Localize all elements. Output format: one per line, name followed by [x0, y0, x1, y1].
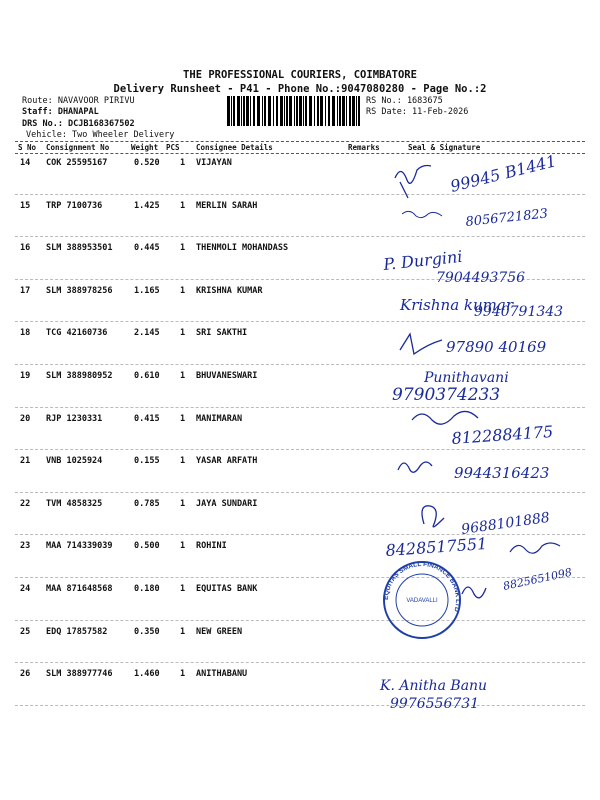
row-sno: 24 [20, 584, 31, 594]
row-sno: 21 [20, 456, 31, 467]
signature-row-19 [392, 370, 509, 405]
row-pcs: 1 [180, 669, 186, 680]
rs-number: RS No.: 1683675 [366, 96, 443, 106]
row-consignment-no: TRP 7100736 [46, 200, 103, 211]
row-consignment-no: RJP 1230331 [46, 413, 103, 424]
row-weight: 0.520 [134, 158, 160, 168]
row-consignee: KRISHNA KUMAR [196, 285, 263, 296]
signature-row-24 [462, 566, 573, 598]
row-consignee: EQUITAS BANK [196, 584, 258, 594]
phone-r17: 9940791343 [474, 304, 564, 320]
row-consignee: SRI SAKTHI [196, 328, 248, 339]
row-pcs: 1 [180, 413, 186, 424]
row-pcs: 1 [180, 158, 186, 168]
stamp-inner-text: VADAVALLI [406, 598, 438, 604]
row-pcs: 1 [180, 285, 186, 296]
row-consignment-no: TVM 4858325 [46, 498, 103, 509]
drs-number: DRS No.: DCJB168367502 [22, 119, 135, 129]
row-sno: 18 [20, 328, 31, 339]
col-sno: S No [18, 143, 37, 152]
staff: Staff: DHANAPAL [22, 107, 99, 117]
col-remarks: Remarks [348, 143, 380, 152]
row-consignee: YASAR ARFATH [196, 456, 258, 467]
row-weight: 2.145 [134, 328, 160, 339]
row-consignee: ROHINI [196, 541, 227, 552]
col-consignment: Consignment No [46, 143, 110, 152]
row-consignee: ANITHABANU [196, 669, 248, 680]
runsheet-title: Delivery Runsheet - P41 - Phone No.:9047080280 - Page No.:2 [113, 83, 487, 95]
col-consignee: Consignee Details [196, 143, 273, 152]
row-sno: 19 [20, 371, 31, 381]
row-weight: 0.350 [134, 626, 160, 637]
row-sno: 17 [20, 285, 31, 296]
name-r17: Krishna kumar [400, 296, 513, 314]
row-weight: 0.155 [134, 456, 160, 467]
row-pcs: 1 [180, 328, 186, 339]
row-consignment-no: SLM 388977746 [46, 669, 113, 680]
row-pcs: 1 [180, 541, 186, 552]
row-weight: 0.500 [134, 541, 160, 552]
row-sno: 16 [20, 243, 31, 254]
phone-r15: 8056721823 [464, 206, 549, 230]
row-pcs: 1 [180, 371, 186, 381]
phone-r16: 7904493756 [436, 270, 526, 286]
row-consignment-no: EDQ 17857582 [46, 626, 108, 637]
row-weight: 1.165 [134, 285, 160, 296]
row-weight: 0.415 [134, 413, 160, 424]
vehicle: Vehicle: Two Wheeler Delivery [26, 130, 175, 140]
row-sno: 15 [20, 200, 31, 211]
signature-row-23 [385, 534, 560, 560]
bank-stamp [383, 561, 461, 638]
row-consignment-no: COK 25595167 [46, 158, 108, 168]
row-consignee: BHUVANESWARI [196, 371, 258, 381]
signature-row-21 [398, 462, 549, 482]
signature-row-16 [381, 247, 525, 286]
row-consignment-no: MAA 871648568 [46, 584, 113, 594]
route: Route: NAVAVOOR PIRIVU [22, 96, 135, 106]
signature-row-18 [400, 334, 547, 356]
row-weight: 1.425 [134, 200, 160, 211]
phone-r14: 99945 B1441 [448, 151, 559, 196]
row-consignment-no: SLM 388980952 [46, 371, 113, 381]
row-pcs: 1 [180, 200, 186, 211]
rs-date: RS Date: 11-Feb-2026 [366, 107, 469, 117]
phone-r20: 8122884175 [450, 421, 554, 448]
row-sno: 25 [20, 626, 31, 637]
row-consignee: MERLIN SARAH [196, 200, 258, 211]
row-consignee: NEW GREEN [196, 626, 243, 637]
row-consignee: JAYA SUNDARI [196, 498, 258, 509]
phone-r26: 9976556731 [390, 696, 480, 712]
company-name: THE PROFESSIONAL COURIERS, COIMBATORE [183, 69, 417, 81]
phone-r21: 9944316423 [454, 464, 550, 482]
row-consignment-no: TCG 42160736 [46, 328, 108, 339]
signature-row-20 [412, 411, 554, 448]
row-weight: 0.180 [134, 584, 160, 594]
col-weight: Weight [131, 143, 159, 152]
col-pcs: PCS [166, 143, 180, 152]
stamp-text: EQUITAS SMALL FINANCE BANK LTD [382, 560, 462, 613]
row-sno: 14 [20, 158, 31, 168]
name-r16: P. Durgini [382, 246, 464, 274]
phone-r24: 8825651098 [501, 565, 574, 593]
row-sno: 23 [20, 541, 31, 552]
row-sno: 20 [20, 413, 31, 424]
row-weight: 1.460 [134, 669, 160, 680]
row-sno: 22 [20, 498, 31, 509]
row-weight: 0.785 [134, 498, 160, 509]
row-consignee: THENMOLI MOHANDASS [196, 243, 289, 254]
row-weight: 0.445 [134, 243, 160, 254]
row-pcs: 1 [180, 456, 186, 467]
phone-r22: 9688101888 [460, 509, 551, 538]
name-r19: Punithavani [424, 370, 509, 386]
row-consignment-no: SLM 388953501 [46, 243, 113, 254]
phone-r19: 9790374233 [392, 385, 501, 405]
row-pcs: 1 [180, 243, 186, 254]
row-pcs: 1 [180, 626, 186, 637]
row-consignee: VIJAYAN [196, 158, 232, 168]
phone-r18: 97890 40169 [446, 338, 547, 356]
row-pcs: 1 [180, 584, 186, 594]
row-consignment-no: VNB 1025924 [46, 456, 103, 467]
name-r26: K. Anitha Banu [380, 678, 488, 694]
signature-row-15 [402, 206, 549, 230]
row-consignee: MANIMARAN [196, 413, 243, 424]
phone-r23: 8428517551 [384, 533, 488, 560]
row-consignment-no: MAA 714339039 [46, 541, 113, 552]
signature-row-26 [379, 678, 487, 712]
row-pcs: 1 [180, 498, 186, 509]
col-seal: Seal & Signature [408, 143, 481, 152]
signature-row-17 [399, 296, 563, 320]
svg-text:EQUITAS SMALL FINANCE BANK LTD [383, 561, 461, 613]
row-sno: 26 [20, 669, 31, 680]
row-weight: 0.610 [134, 371, 160, 381]
signature-row-14 [395, 151, 558, 198]
row-consignment-no: SLM 388978256 [46, 285, 113, 296]
